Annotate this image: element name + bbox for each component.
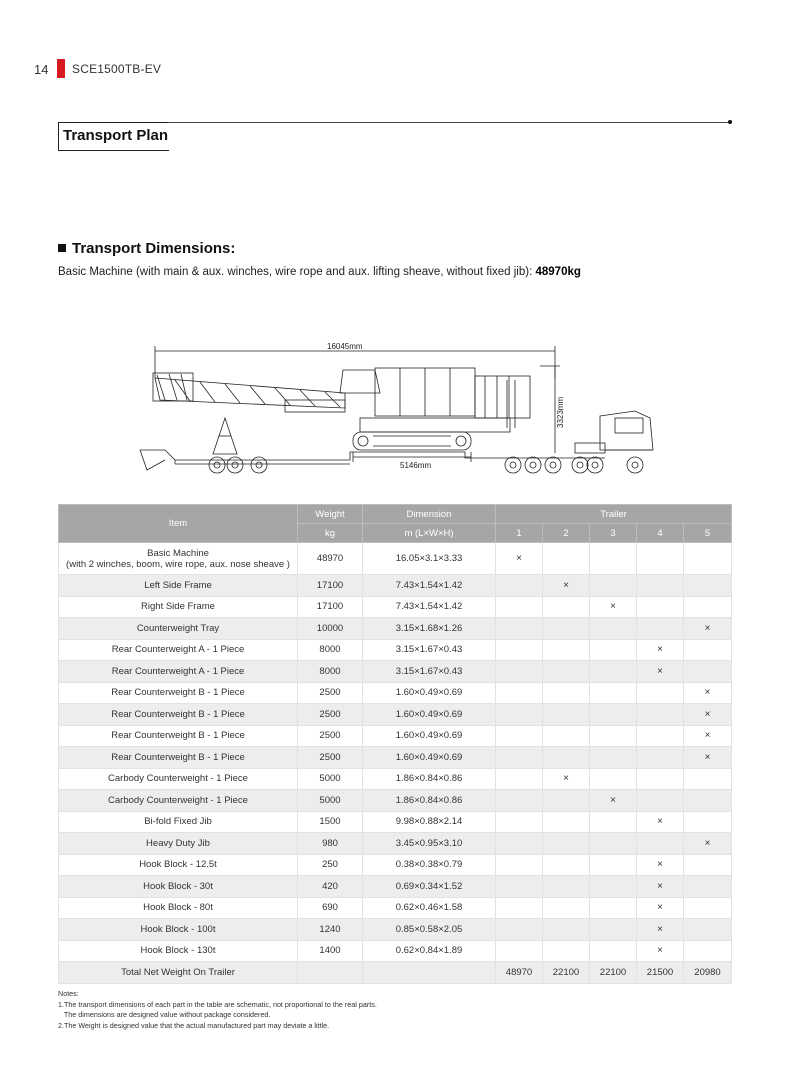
dolly-wheel	[505, 457, 521, 473]
trailer-cell-4	[637, 682, 684, 704]
trailer-cell-2	[543, 704, 590, 726]
item-cell: Carbody Counterweight - 1 Piece	[59, 768, 298, 790]
trailer-cell-3	[590, 919, 637, 941]
trailer-cell-3	[590, 575, 637, 597]
trailer-cell-1	[496, 596, 543, 618]
trailer-cell-4	[637, 790, 684, 812]
trailer-cell-3	[590, 768, 637, 790]
table-row	[59, 596, 732, 618]
trailer-cell-3	[590, 661, 637, 683]
weight-cell: 8000	[298, 639, 363, 661]
table-row	[59, 725, 732, 747]
truck-wheel	[572, 457, 588, 473]
trailer-cell-4: ×	[637, 876, 684, 898]
item-cell: Heavy Duty Jib	[59, 833, 298, 855]
trailer-wheel	[227, 457, 243, 473]
trailer-cell-4	[637, 596, 684, 618]
trailer-cell-5	[684, 639, 732, 661]
table-row	[59, 639, 732, 661]
trailer-cell-1	[496, 661, 543, 683]
trailer-cell-3	[590, 833, 637, 855]
table-row	[59, 682, 732, 704]
trailer-cell-5	[684, 854, 732, 876]
trailer-cell-5: ×	[684, 704, 732, 726]
total-trailer-1: 48970	[496, 962, 543, 984]
dimension-cell: 1.60×0.49×0.69	[363, 682, 496, 704]
item-cell: Carbody Counterweight - 1 Piece	[59, 790, 298, 812]
note-line: 1.The transport dimensions of each part in the table are schematic, not proportional to the real parts.	[58, 999, 377, 1009]
dimension-cell: 3.45×0.95×3.10	[363, 833, 496, 855]
trailer-cell-4: ×	[637, 940, 684, 962]
trailer-cell-4	[637, 768, 684, 790]
dimension-cell: 0.69×0.34×1.52	[363, 876, 496, 898]
trailer-cell-5	[684, 876, 732, 898]
trailer-cell-2	[543, 876, 590, 898]
trailer-cell-2: ×	[543, 768, 590, 790]
weight-cell: 1400	[298, 940, 363, 962]
trailer-cell-5: ×	[684, 747, 732, 769]
model-name: SCE1500TB-EV	[72, 62, 162, 76]
item-cell: Left Side Frame	[59, 575, 298, 597]
trailer-cell-1	[496, 725, 543, 747]
note-line: 2.The Weight is designed value that the actual manufactured part may deviate a little.	[58, 1020, 330, 1030]
trailer-cell-2	[543, 833, 590, 855]
header-trailer-1: 1	[496, 524, 543, 543]
crawler-track	[353, 432, 471, 450]
weight-cell: 2500	[298, 704, 363, 726]
table-row	[59, 704, 732, 726]
trailer-cell-3	[590, 682, 637, 704]
table-row	[59, 575, 732, 597]
table-row	[59, 747, 732, 769]
trailer-cell-2	[543, 661, 590, 683]
item-cell: Rear Counterweight B - 1 Piece	[59, 682, 298, 704]
item-cell: Hook Block - 30t	[59, 876, 298, 898]
header-trailer: Trailer	[496, 505, 732, 524]
empty-cell	[363, 962, 496, 984]
item-cell: Hook Block - 12.5t	[59, 854, 298, 876]
trailer-cell-1	[496, 940, 543, 962]
trailer-cell-1	[496, 618, 543, 640]
trailer-cell-3	[590, 811, 637, 833]
trailer-cell-3	[590, 854, 637, 876]
table-row	[59, 940, 732, 962]
trailer-cell-4	[637, 725, 684, 747]
trailer-cell-5: ×	[684, 618, 732, 640]
section-rule	[168, 122, 730, 123]
transport-table	[58, 504, 732, 984]
description-text: Basic Machine (with main & aux. winches, wire rope and aux. lifting sheave, without fixed jib):	[58, 266, 536, 278]
length-dimension-label: 16045mm	[327, 342, 363, 351]
dimension-cell: 7.43×1.54×1.42	[363, 575, 496, 597]
trailer-cell-2	[543, 682, 590, 704]
item-cell: Right Side Frame	[59, 596, 298, 618]
weight-cell: 1240	[298, 919, 363, 941]
trailer-cell-4: ×	[637, 661, 684, 683]
dimension-cell: 1.86×0.84×0.86	[363, 790, 496, 812]
header-trailer-2: 2	[543, 524, 590, 543]
dimension-cell: 3.15×1.68×1.26	[363, 618, 496, 640]
subheading	[58, 240, 235, 257]
trailer-cell-1	[496, 897, 543, 919]
total-trailer-5: 20980	[684, 962, 732, 984]
dolly-wheel	[525, 457, 541, 473]
section-title: Transport Plan	[63, 127, 169, 144]
trailer-cell-1	[496, 833, 543, 855]
trailer-cell-1	[496, 575, 543, 597]
weight-cell: 17100	[298, 575, 363, 597]
truck-wheel	[627, 457, 643, 473]
trailer-cell-1: ×	[496, 543, 543, 575]
trailer-cell-2	[543, 618, 590, 640]
table-row	[59, 919, 732, 941]
height-dimension-label: 3323mm	[556, 396, 565, 428]
weight-cell: 5000	[298, 790, 363, 812]
header-dimension: Dimension	[363, 505, 496, 524]
total-trailer-3: 22100	[590, 962, 637, 984]
trailer-cell-4	[637, 618, 684, 640]
item-cell: Rear Counterweight B - 1 Piece	[59, 704, 298, 726]
trailer-cell-1	[496, 790, 543, 812]
trailer-cell-5	[684, 940, 732, 962]
crane-cab	[340, 370, 380, 393]
crane-boom	[155, 378, 345, 408]
table-row	[59, 833, 732, 855]
trailer-cell-1	[496, 768, 543, 790]
trailer-cell-1	[496, 854, 543, 876]
trailer-cell-4	[637, 747, 684, 769]
trailer-cell-3	[590, 940, 637, 962]
header-dimension-unit: m (L×W×H)	[363, 524, 496, 543]
trailer-cell-1	[496, 639, 543, 661]
page-number: 14	[34, 62, 49, 77]
transport-diagram	[135, 338, 660, 483]
trailer-cell-1	[496, 919, 543, 941]
table-row	[59, 854, 732, 876]
table-row	[59, 661, 732, 683]
trailer-cell-5: ×	[684, 682, 732, 704]
header-trailer-4: 4	[637, 524, 684, 543]
total-row	[59, 962, 732, 984]
empty-cell	[298, 962, 363, 984]
trailer-cell-2	[543, 747, 590, 769]
total-trailer-4: 21500	[637, 962, 684, 984]
weight-cell: 10000	[298, 618, 363, 640]
total-label: Total Net Weight On Trailer	[59, 962, 298, 984]
trailer-cell-2	[543, 940, 590, 962]
dimension-cell: 0.62×0.84×1.89	[363, 940, 496, 962]
subheading-text: Transport Dimensions:	[72, 240, 236, 257]
track-dimension-label: 5146mm	[400, 461, 432, 470]
trailer-cell-3	[590, 639, 637, 661]
table-row	[59, 768, 732, 790]
header-accent-bar	[57, 59, 65, 78]
item-cell: Hook Block - 100t	[59, 919, 298, 941]
table-row	[59, 543, 732, 575]
trailer-cell-4: ×	[637, 811, 684, 833]
weight-cell: 250	[298, 854, 363, 876]
trailer-cell-2	[543, 596, 590, 618]
dolly-wheel	[545, 457, 561, 473]
dimension-cell: 9.98×0.88×2.14	[363, 811, 496, 833]
weight-cell: 8000	[298, 661, 363, 683]
trailer-cell-4: ×	[637, 639, 684, 661]
trailer-wheel	[209, 457, 225, 473]
weight-cell: 2500	[298, 682, 363, 704]
trailer-cell-1	[496, 682, 543, 704]
dimension-cell: 1.60×0.49×0.69	[363, 747, 496, 769]
trailer-cell-2	[543, 543, 590, 575]
trailer-cell-3	[590, 618, 637, 640]
weight-cell: 420	[298, 876, 363, 898]
trailer-cell-5	[684, 919, 732, 941]
trailer-cell-4	[637, 543, 684, 575]
trailer-cell-3	[590, 543, 637, 575]
weight-cell: 2500	[298, 725, 363, 747]
trailer-cell-4	[637, 575, 684, 597]
dimension-cell: 0.38×0.38×0.79	[363, 854, 496, 876]
item-cell: Rear Counterweight B - 1 Piece	[59, 747, 298, 769]
weight-cell: 2500	[298, 747, 363, 769]
table-row	[59, 876, 732, 898]
item-cell: Rear Counterweight A - 1 Piece	[59, 639, 298, 661]
header-trailer-3: 3	[590, 524, 637, 543]
header-item: Item	[59, 505, 298, 543]
dimension-cell: 1.60×0.49×0.69	[363, 725, 496, 747]
trailer-cell-5	[684, 768, 732, 790]
dimension-cell: 0.85×0.58×2.05	[363, 919, 496, 941]
trailer-cell-5: ×	[684, 833, 732, 855]
note-line: The dimensions are designed value without package considered.	[58, 1010, 271, 1019]
trailer-cell-3	[590, 876, 637, 898]
item-cell: Hook Block - 80t	[59, 897, 298, 919]
trailer-cell-5: ×	[684, 725, 732, 747]
trailer-cell-1	[496, 811, 543, 833]
trailer-cell-2	[543, 790, 590, 812]
dimension-cell: 0.62×0.46×1.58	[363, 897, 496, 919]
item-cell: Counterweight Tray	[59, 618, 298, 640]
table-row	[59, 811, 732, 833]
weight-cell: 1500	[298, 811, 363, 833]
item-cell: Rear Counterweight B - 1 Piece	[59, 725, 298, 747]
table-row	[59, 897, 732, 919]
header-weight: Weight	[298, 505, 363, 524]
trailer-cell-2	[543, 854, 590, 876]
trailer-cell-5	[684, 575, 732, 597]
trailer-cell-5	[684, 790, 732, 812]
dimension-cell: 3.15×1.67×0.43	[363, 639, 496, 661]
notes	[58, 989, 377, 1031]
square-bullet-icon	[58, 244, 66, 252]
tractor-cab	[600, 411, 653, 450]
weight-cell: 48970	[298, 543, 363, 575]
trailer-cell-4	[637, 833, 684, 855]
trailer-cell-5	[684, 543, 732, 575]
trailer-cell-4	[637, 704, 684, 726]
trailer-cell-5	[684, 811, 732, 833]
trailer-cell-3: ×	[590, 596, 637, 618]
item-cell: Bi-fold Fixed Jib	[59, 811, 298, 833]
item-cell: Rear Counterweight A - 1 Piece	[59, 661, 298, 683]
dimension-cell: 1.86×0.84×0.86	[363, 768, 496, 790]
description	[58, 266, 581, 278]
trailer-cell-2	[543, 811, 590, 833]
trailer-cell-1	[496, 747, 543, 769]
trailer-cell-2	[543, 639, 590, 661]
notes-title: Notes:	[58, 989, 79, 998]
total-trailer-2: 22100	[543, 962, 590, 984]
item-cell: Basic Machine (with 2 winches, boom, wire rope, aux. nose sheave )	[59, 543, 298, 575]
trailer-cell-5	[684, 596, 732, 618]
description-weight: 48970kg	[535, 266, 581, 278]
trailer-cell-4: ×	[637, 919, 684, 941]
trailer-cell-2	[543, 919, 590, 941]
trailer-wheel	[251, 457, 267, 473]
item-cell: Hook Block - 130t	[59, 940, 298, 962]
weight-cell: 5000	[298, 768, 363, 790]
trailer-cell-1	[496, 704, 543, 726]
weight-cell: 17100	[298, 596, 363, 618]
trailer-cell-2	[543, 897, 590, 919]
table-row	[59, 618, 732, 640]
weight-cell: 980	[298, 833, 363, 855]
trailer-cell-2	[543, 725, 590, 747]
trailer-cell-5	[684, 897, 732, 919]
trailer-cell-3	[590, 747, 637, 769]
dimension-cell: 7.43×1.54×1.42	[363, 596, 496, 618]
dimension-cell: 3.15×1.67×0.43	[363, 661, 496, 683]
trailer-deck	[140, 450, 605, 460]
trailer-cell-3	[590, 704, 637, 726]
header-weight-unit: kg	[298, 524, 363, 543]
trailer-cell-3: ×	[590, 790, 637, 812]
weight-cell: 690	[298, 897, 363, 919]
dimension-cell: 1.60×0.49×0.69	[363, 704, 496, 726]
section-title-box	[58, 122, 169, 151]
trailer-cell-3	[590, 725, 637, 747]
truck-wheel	[587, 457, 603, 473]
section-rule-dot	[728, 120, 732, 124]
trailer-cell-4: ×	[637, 897, 684, 919]
dimension-cell: 16.05×3.1×3.33	[363, 543, 496, 575]
table-row	[59, 790, 732, 812]
trailer-cell-1	[496, 876, 543, 898]
table-body	[59, 543, 732, 984]
trailer-cell-4: ×	[637, 854, 684, 876]
trailer-cell-5	[684, 661, 732, 683]
header-trailer-5: 5	[684, 524, 732, 543]
trailer-cell-3	[590, 897, 637, 919]
trailer-cell-2: ×	[543, 575, 590, 597]
